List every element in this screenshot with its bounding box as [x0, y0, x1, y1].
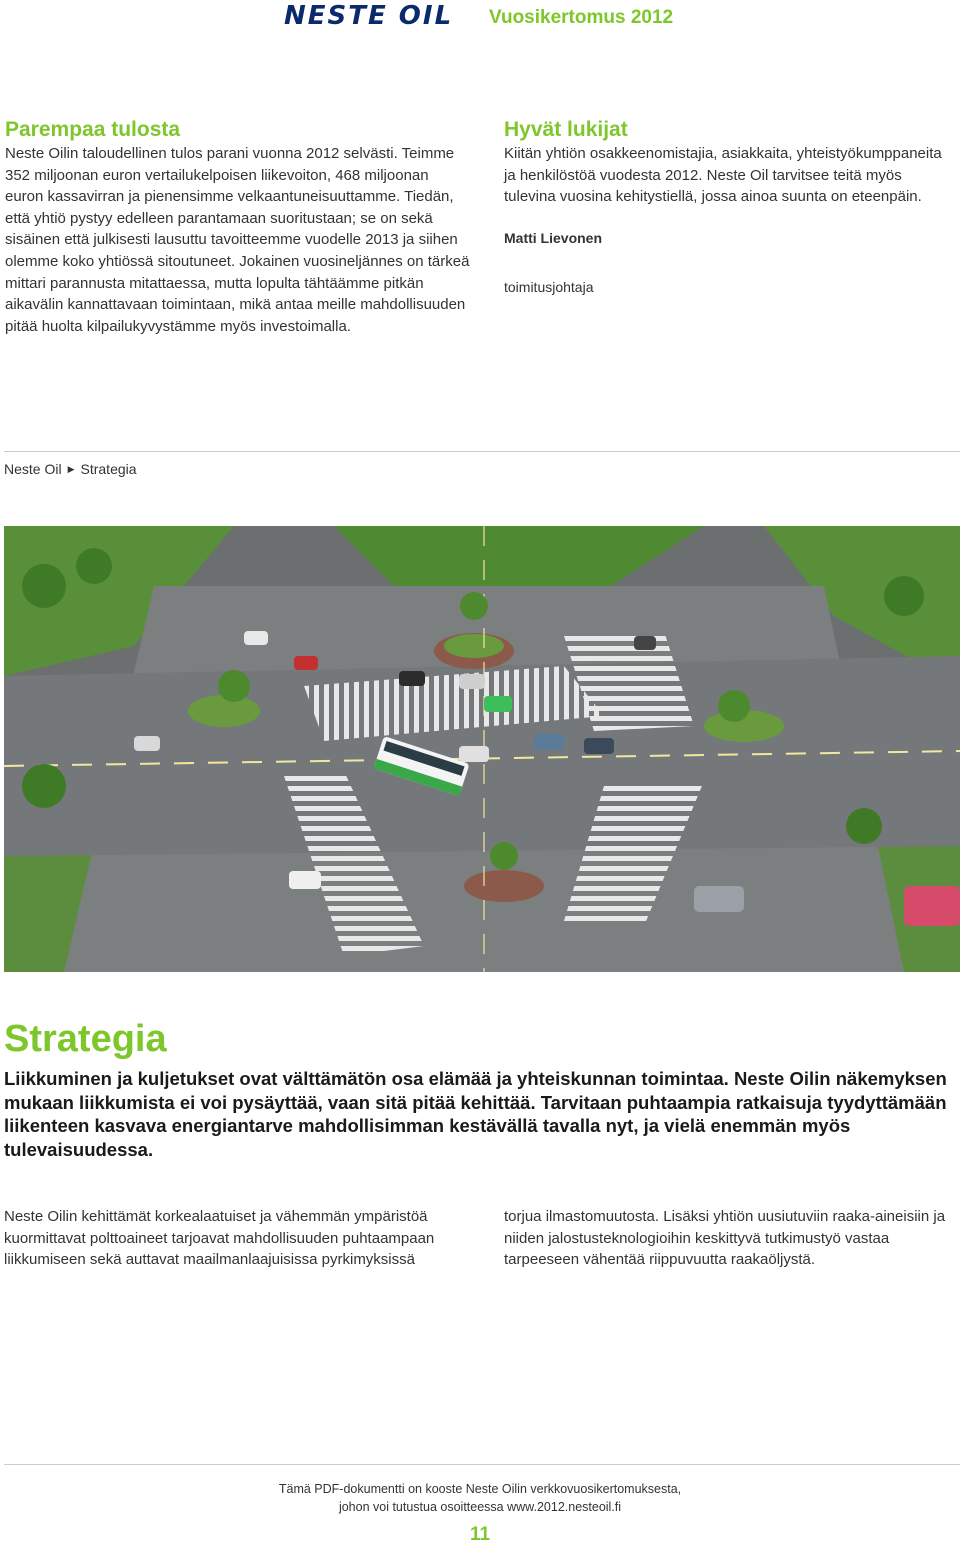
- strategy-title: Strategia: [4, 1018, 167, 1060]
- footer-note: [200, 1480, 760, 1516]
- left-column: [5, 117, 470, 337]
- intersection-photo: [4, 526, 960, 972]
- strategy-body-right: torjua ilmastomuutosta. Lisäksi yhtiön uusiutuviin raaka-aineisiin ja niiden jalostusteknologioihin keskittyvä tutkimustyö vastaa tarpeeseen vähentää riippuvuutta raakaöljystä.: [504, 1208, 946, 1269]
- section-heading: Parempaa tulosta: [5, 118, 181, 141]
- page-header: [0, 0, 960, 36]
- signature-role: toimitusjohtaja: [504, 279, 594, 296]
- intersection-illustration: [4, 526, 960, 972]
- signature-name: Matti Lievonen: [504, 229, 603, 246]
- breadcrumb-current[interactable]: Strategia: [80, 461, 137, 477]
- greeting-heading: Hyvät lukijat: [504, 118, 628, 141]
- report-title: Vuosikertomus 2012: [489, 7, 674, 28]
- neste-oil-logo: NESTE OIL: [284, 1, 454, 31]
- right-column: [504, 117, 949, 299]
- section-body: Neste Oilin taloudellinen tulos parani vuonna 2012 selvästi. Teimme 352 miljoonan euron vertailukelpoisen liikevoiton, 468 miljoonan euron kassavirran ja pienensimme velkaantuneisuuttamme. Tiedän, että yhtiö pystyy edelleen parantamaan suoritustaan; se on sekä sisäinen että julkisesti lausuttu tavoitteemme vuodelle 2013 ja siihen olemme koko yhtiössä sitoutuneet. Jokainen vuosineljännes on tärkeä mittari parannusta mitattaessa, mutta lopulta tähtäämme pitkän aikavälin kannattavaan toimintaan, mikä antaa meille mahdollisuuden pitää huolta kilpailukyvystämme myös investoimalla.: [5, 145, 470, 335]
- greeting-body: Kiitän yhtiön osakkeenomistajia, asiakkaita, yhteistyökumppaneita ja henkilöstöä vuodesta 2012. Neste Oil tarvitsee teitä myös tulevina vuosina kehitystiellä, jossa ainoa suunta on eteenpäin.: [504, 145, 942, 206]
- strategy-lead: Liikkuminen ja kuljetukset ovat välttämätön osa elämää ja yhteiskunnan toimintaa. Neste Oilin näkemyksen mukaan liikkumista ei voi pysäyttää, vaan sitä pitää kehittää. Tarvitaan puhtaampia ratkaisuja tyydyttämään liikenteen kasvava energiantarve mahdollisimman kestävällä tavalla nyt, ja vielä enemmän myös tulevaisuudessa.: [4, 1068, 947, 1160]
- divider-bottom: [4, 1464, 960, 1465]
- breadcrumb-root[interactable]: Neste Oil: [4, 461, 62, 477]
- footer-line-2[interactable]: johon voi tutustua osoitteessa www.2012.nesteoil.fi: [338, 1500, 622, 1514]
- strategy-body-left: Neste Oilin kehittämät korkealaatuiset ja vähemmän ympäristöä kuormittavat polttoaineet tarjoavat mahdollisuuden puhtaampaan liikkumiseen sekä auttavat maailmanlaajuisissa pyrkimyksissä: [4, 1208, 435, 1269]
- breadcrumb: [4, 461, 137, 477]
- footer-line-1: Tämä PDF-dokumentti on kooste Neste Oilin verkkovuosikertomuksesta,: [278, 1482, 682, 1496]
- page-number: 11: [469, 1524, 491, 1545]
- divider-top: [4, 451, 960, 452]
- triangle-right-icon: ▶: [67, 463, 75, 474]
